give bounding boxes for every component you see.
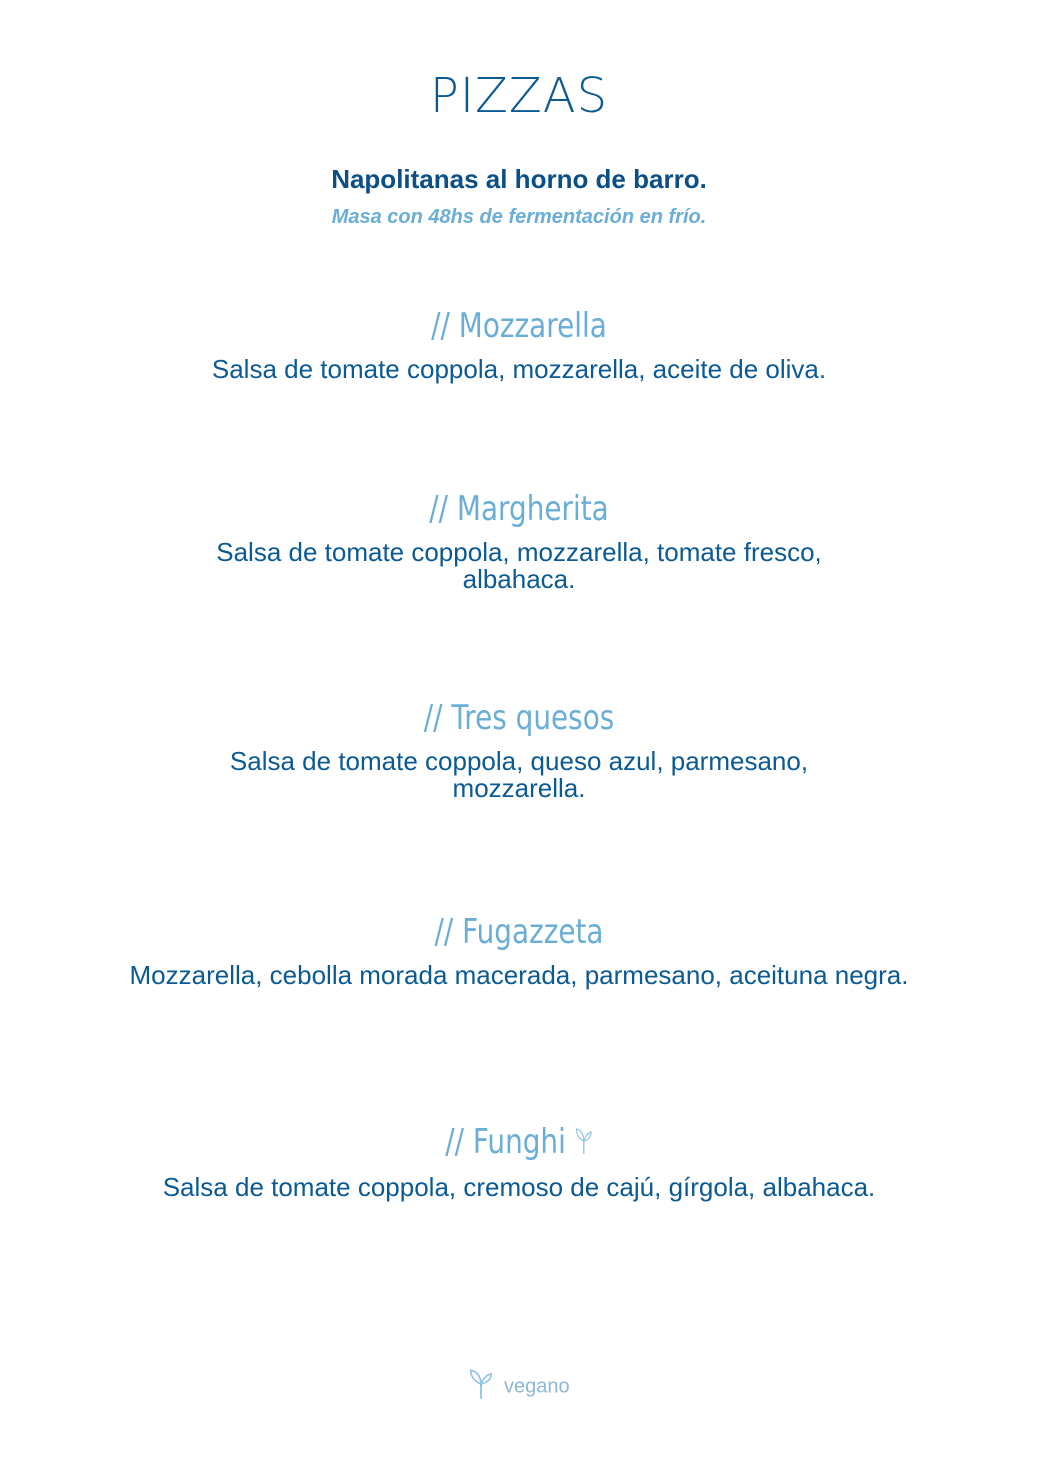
leaf-icon (468, 1368, 494, 1406)
item-name: // Margherita (429, 489, 609, 529)
item-description: Mozzarella, cebolla morada macerada, parmesano, aceituna negra. (129, 960, 909, 990)
leaf-icon (575, 1122, 593, 1166)
menu-item-funghi (100, 1120, 938, 1201)
item-name: // Tres quesos (423, 698, 615, 738)
menu-item-tres-quesos (100, 696, 938, 802)
page-note: Masa con 48hs de fermentación en frío. (331, 206, 707, 228)
item-name: // Fugazzeta (434, 912, 604, 952)
item-description: Salsa de tomate coppola, mozzarella, aceite de oliva. (211, 354, 827, 384)
item-name: // Funghi (445, 1122, 566, 1162)
item-description: Salsa de tomate coppola, mozzarella, tomate fresco, albahaca. (216, 537, 822, 594)
page-title: PIZZAS (429, 68, 609, 124)
item-name: // Mozzarella (431, 306, 607, 346)
item-description: Salsa de tomate coppola, cremoso de cajú, gírgola, albahaca. (162, 1171, 876, 1202)
vegan-legend (0, 1368, 1038, 1406)
menu-item-margherita (100, 487, 938, 593)
menu-item-mozzarella (100, 304, 938, 383)
item-name-row (175, 1120, 862, 1166)
menu-item-fugazzeta (100, 910, 938, 989)
vegan-legend-label: vegano (503, 1375, 570, 1398)
item-description: Salsa de tomate coppola, queso azul, parmesano, mozzarella. (229, 746, 809, 803)
page-subtitle: Napolitanas al horno de barro. (331, 164, 707, 194)
